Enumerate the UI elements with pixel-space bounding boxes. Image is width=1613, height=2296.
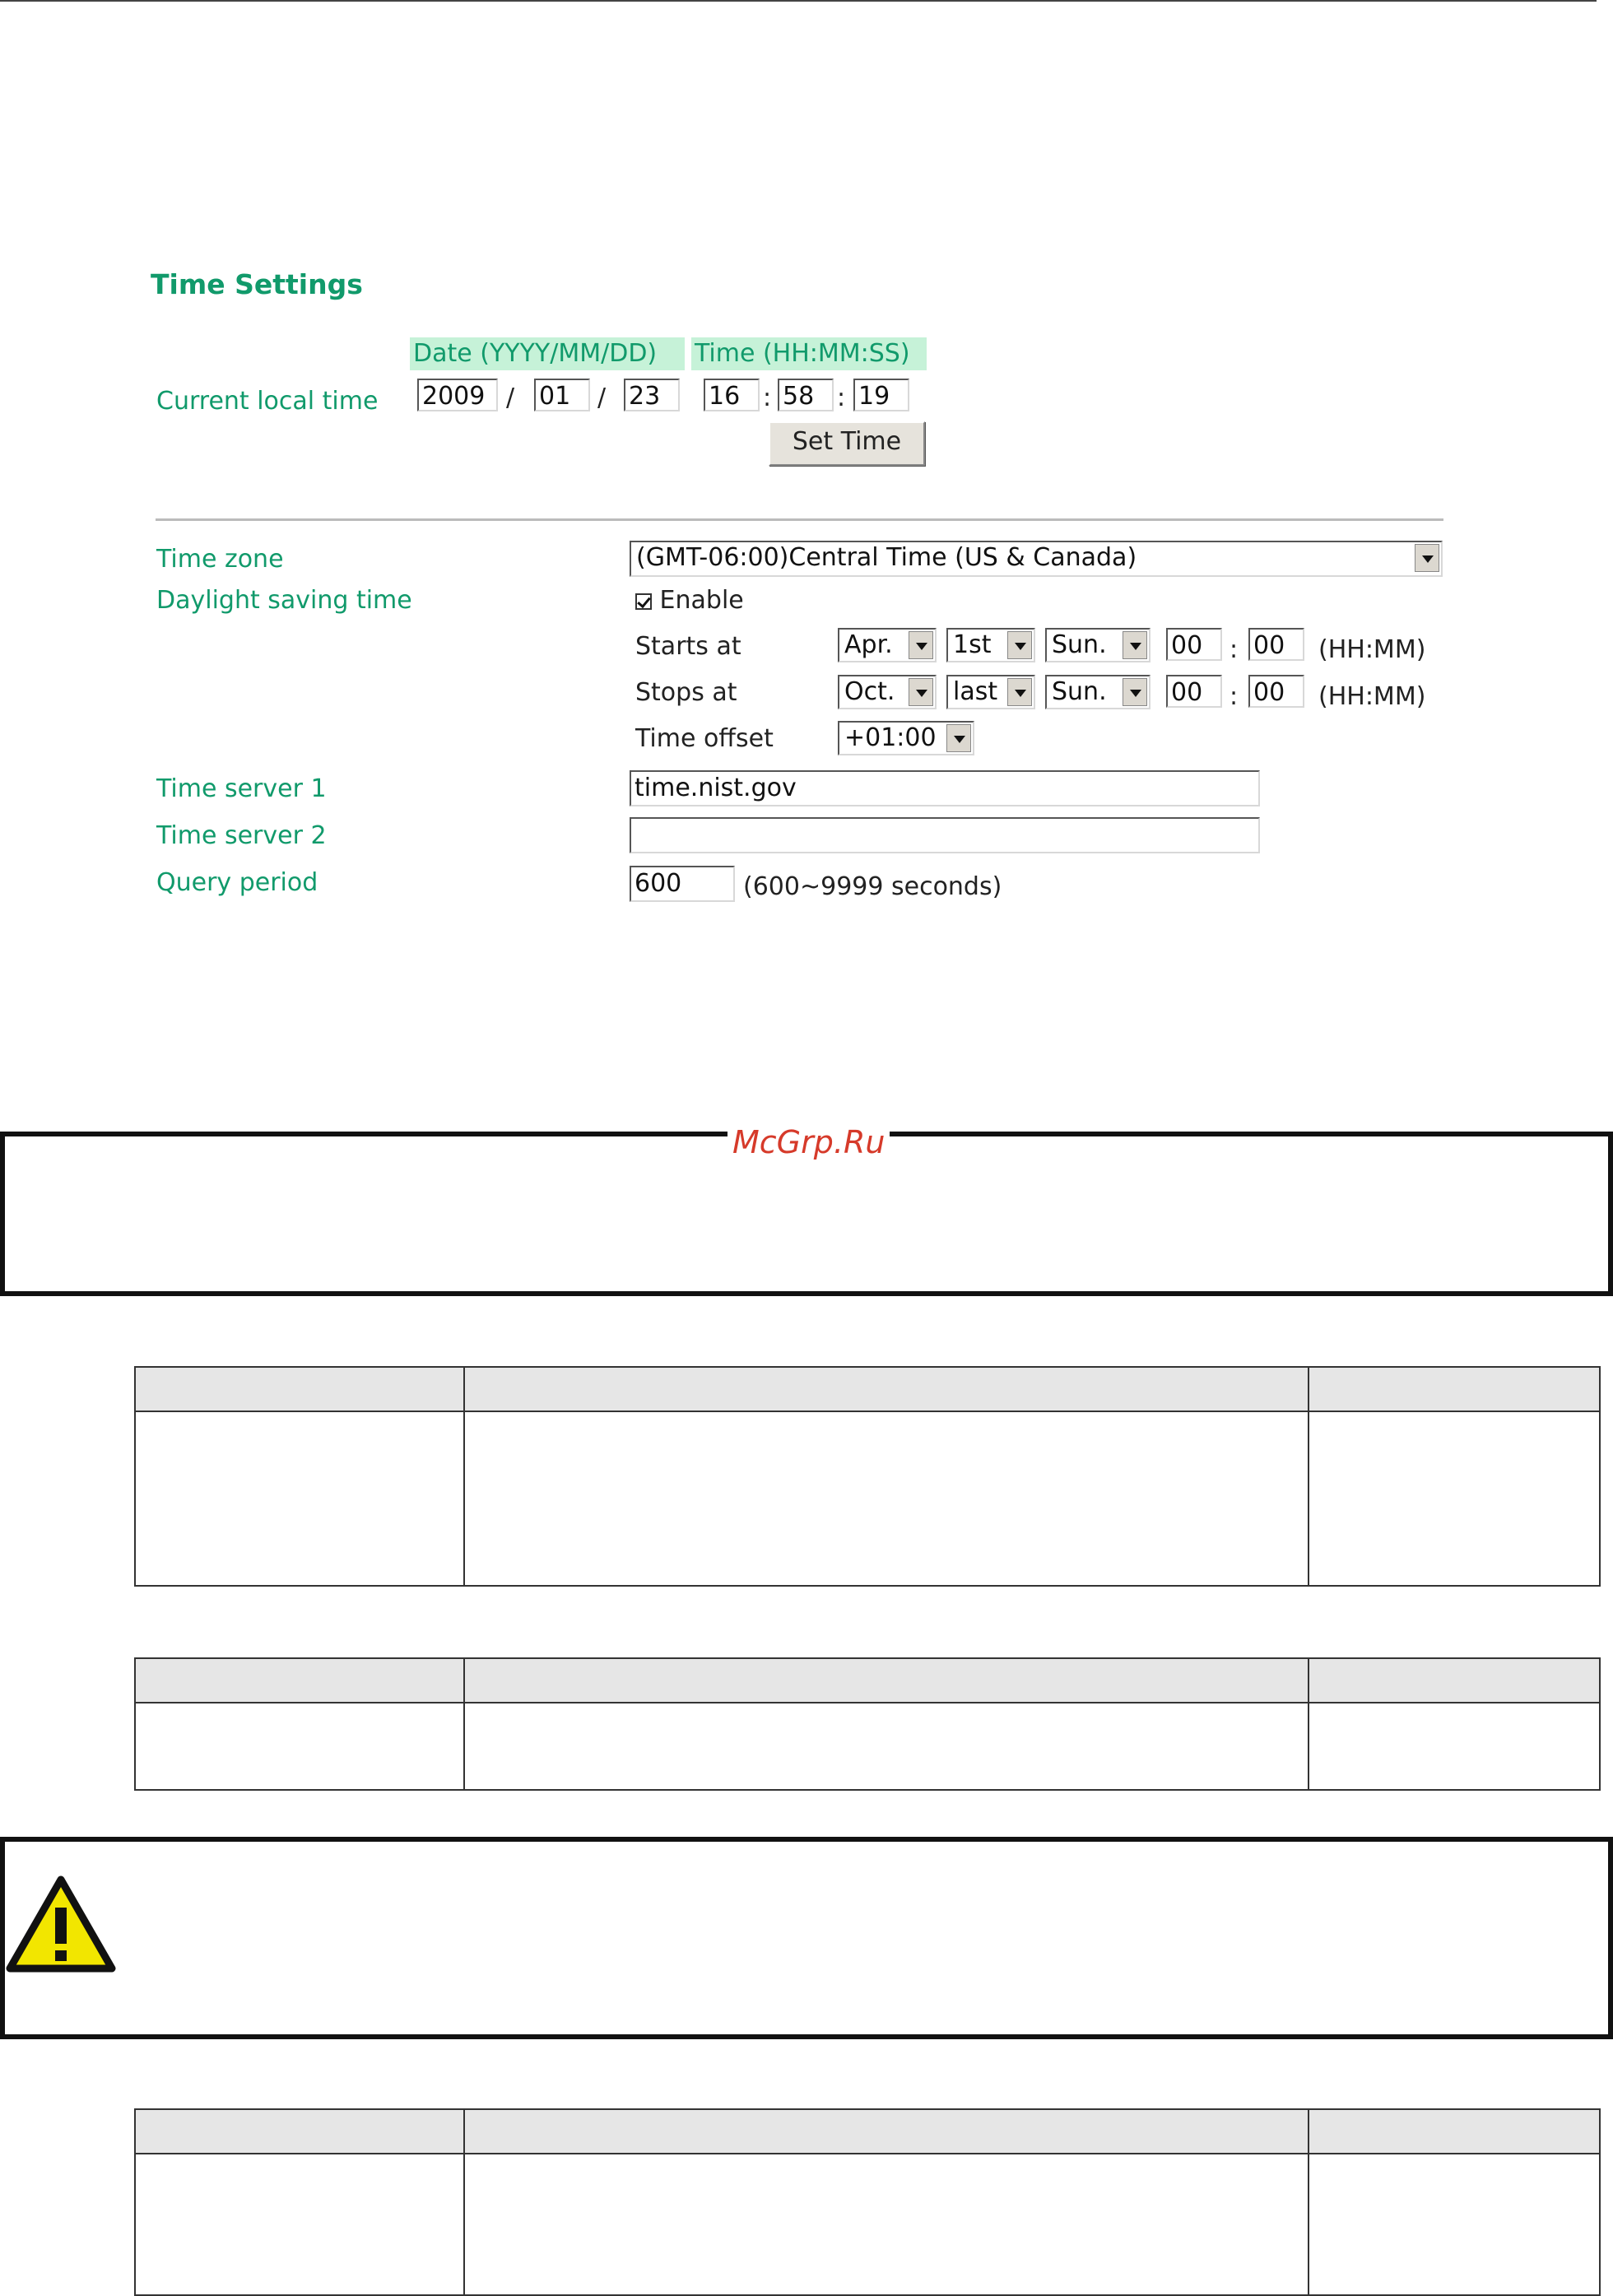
chevron-down-icon[interactable] <box>909 631 933 659</box>
chevron-down-icon[interactable] <box>1007 678 1032 706</box>
chevron-down-icon[interactable] <box>946 724 971 752</box>
starts-month-value: Apr. <box>844 630 893 659</box>
stops-day-value: Sun. <box>1052 677 1107 706</box>
chevron-down-icon[interactable] <box>1123 631 1147 659</box>
table-row <box>135 1703 1600 1790</box>
section-divider <box>156 518 1443 521</box>
chevron-down-icon[interactable] <box>1007 631 1032 659</box>
minute-input[interactable]: 58 <box>778 379 834 411</box>
stops-month-select[interactable] <box>838 675 937 709</box>
starts-at-label: Starts at <box>635 632 741 661</box>
table-header-row <box>135 1367 1600 1411</box>
watermark: McGrp.Ru <box>727 1124 890 1160</box>
starts-hour-input[interactable]: 00 <box>1166 628 1222 661</box>
stops-week-select[interactable] <box>946 675 1035 709</box>
time-server-2-label: Time server 2 <box>156 821 327 850</box>
chevron-down-icon[interactable] <box>909 678 933 706</box>
query-period-input[interactable]: 600 <box>630 866 735 902</box>
starts-week-value: 1st <box>953 630 992 659</box>
table-header-cell <box>1309 1367 1600 1411</box>
table-header-cell <box>464 2109 1309 2154</box>
time-server-1-input[interactable]: time.nist.gov <box>630 770 1260 806</box>
query-period-label: Query period <box>156 868 318 897</box>
stops-unit-label: (HH:MM) <box>1318 682 1426 711</box>
chevron-down-icon[interactable] <box>1415 544 1439 572</box>
stops-week-value: last <box>953 677 998 706</box>
table-row <box>135 1411 1600 1586</box>
table-cell <box>135 1411 464 1586</box>
time-separator: : <box>1230 682 1239 711</box>
warning-box <box>0 1837 1613 2039</box>
date-separator: / <box>597 383 607 412</box>
stops-day-select[interactable] <box>1045 675 1150 709</box>
dst-enable-checkbox[interactable] <box>635 593 652 610</box>
dst-enable[interactable] <box>635 586 744 615</box>
time-zone-label: Time zone <box>156 545 284 574</box>
table-1 <box>134 1366 1601 1587</box>
table-cell <box>1309 2154 1600 2295</box>
time-separator: : <box>837 383 846 412</box>
time-separator: : <box>1230 635 1239 664</box>
starts-day-value: Sun. <box>1052 630 1107 659</box>
table-cell <box>1309 1703 1600 1790</box>
starts-day-select[interactable] <box>1045 628 1150 662</box>
query-period-hint: (600~9999 seconds) <box>743 872 1002 901</box>
table-header-cell <box>1309 1658 1600 1703</box>
stops-hour-input[interactable]: 00 <box>1166 675 1222 708</box>
month-input[interactable]: 01 <box>534 379 590 411</box>
table-cell <box>135 2154 464 2295</box>
year-input[interactable]: 2009 <box>417 379 498 411</box>
time-separator: : <box>763 383 772 412</box>
starts-minute-input[interactable]: 00 <box>1248 628 1304 661</box>
section-title: Time Settings <box>151 268 363 300</box>
time-offset-label: Time offset <box>635 724 774 753</box>
stops-at-label: Stops at <box>635 678 737 707</box>
table-cell <box>464 1703 1309 1790</box>
time-server-2-input[interactable] <box>630 817 1260 853</box>
stops-month-value: Oct. <box>844 677 895 706</box>
date-header: Date (YYYY/MM/DD) <box>410 337 685 370</box>
table-header-row <box>135 1658 1600 1703</box>
set-time-button[interactable]: Set Time <box>769 421 925 466</box>
day-input[interactable]: 23 <box>624 379 680 411</box>
table-3 <box>134 2108 1601 2296</box>
starts-unit-label: (HH:MM) <box>1318 635 1426 664</box>
dst-enable-label: Enable <box>659 586 744 615</box>
table-header-cell <box>1309 2109 1600 2154</box>
starts-month-select[interactable] <box>838 628 937 662</box>
table-header-cell <box>135 2109 464 2154</box>
time-zone-select[interactable] <box>630 541 1443 577</box>
table-cell <box>464 1411 1309 1586</box>
table-cell <box>135 1703 464 1790</box>
table-2 <box>134 1657 1601 1791</box>
table-header-cell <box>464 1658 1309 1703</box>
table-header-cell <box>135 1658 464 1703</box>
table-cell <box>464 2154 1309 2295</box>
hour-input[interactable]: 16 <box>704 379 760 411</box>
page-top-rule <box>0 0 1597 2</box>
table-header-cell <box>464 1367 1309 1411</box>
second-input[interactable]: 19 <box>853 379 909 411</box>
date-separator: / <box>506 383 515 412</box>
starts-week-select[interactable] <box>946 628 1035 662</box>
table-header-cell <box>135 1367 464 1411</box>
time-offset-value: +01:00 <box>844 723 937 752</box>
table-header-row <box>135 2109 1600 2154</box>
stops-minute-input[interactable]: 00 <box>1248 675 1304 708</box>
table-cell <box>1309 1411 1600 1586</box>
time-offset-select[interactable] <box>838 721 974 755</box>
current-local-time-label: Current local time <box>156 387 379 416</box>
table-row <box>135 2154 1600 2295</box>
time-zone-value: (GMT-06:00)Central Time (US & Canada) <box>636 543 1137 572</box>
time-server-1-label: Time server 1 <box>156 774 327 803</box>
chevron-down-icon[interactable] <box>1123 678 1147 706</box>
time-header: Time (HH:MM:SS) <box>691 337 927 370</box>
dst-label: Daylight saving time <box>156 586 412 615</box>
warning-triangle-icon <box>5 1875 117 1975</box>
